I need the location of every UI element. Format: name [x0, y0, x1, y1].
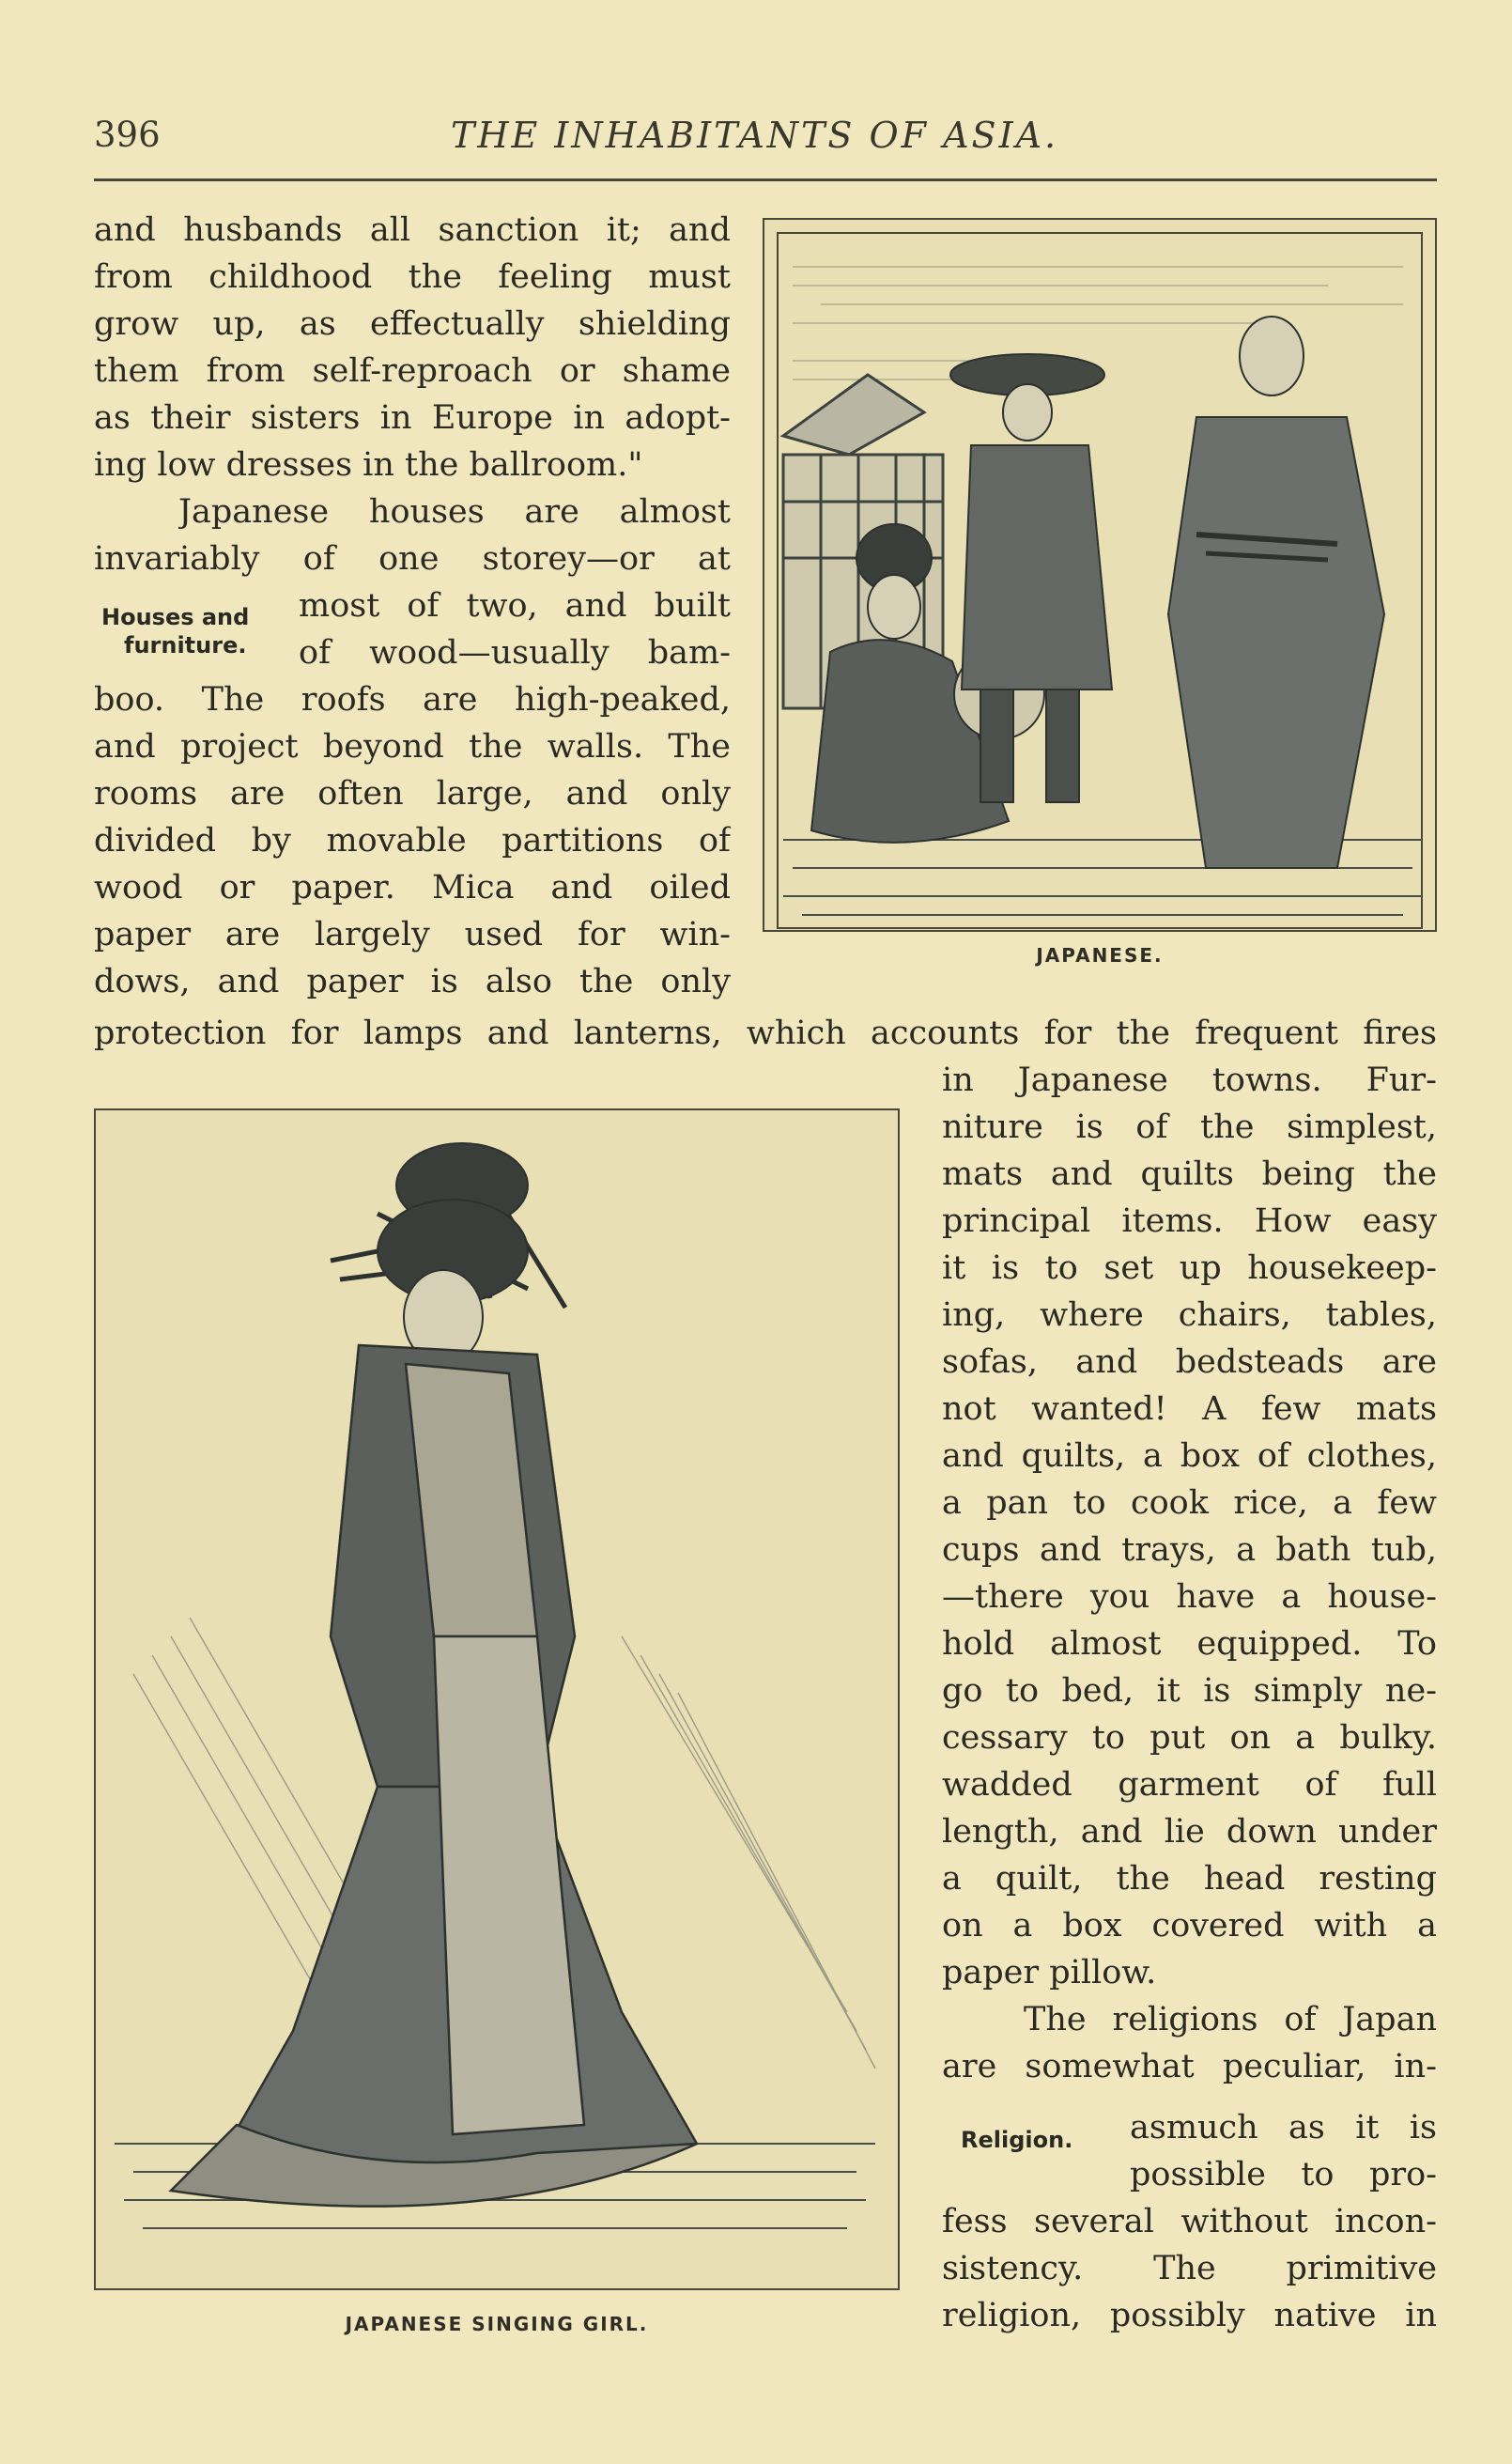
text-line: divided by movable partitions of: [94, 822, 731, 860]
text-line: asmuch as it is: [1130, 2109, 1437, 2146]
caption-singing-girl: JAPANESE SINGING GIRL.: [345, 2313, 649, 2335]
running-head: THE INHABITANTS OF ASIA.: [451, 115, 1059, 156]
text-line: rooms are often large, and only: [94, 775, 731, 813]
caption-japanese: JAPANESE.: [1036, 944, 1164, 967]
text-line: cups and trays, a bath tub,: [942, 1531, 1437, 1569]
text-line: of wood—usually bam-: [299, 634, 731, 672]
text-line: religion, possibly native in: [942, 2297, 1437, 2334]
illustration-japanese: [763, 218, 1437, 932]
text-line: length, and lie down under: [942, 1813, 1437, 1851]
text-line: boo. The roofs are high-peaked,: [94, 681, 731, 719]
text-line: dows, and paper is also the only: [94, 963, 731, 1000]
text-line: fess several without incon-: [942, 2203, 1437, 2240]
text-line: a quilt, the head resting: [942, 1860, 1437, 1898]
text-line: ing, where chairs, tables,: [942, 1296, 1437, 1334]
text-line: it is to set up housekeep-: [942, 1249, 1437, 1287]
text-line: wadded garment of full: [942, 1766, 1437, 1804]
text-line: are somewhat peculiar, in-: [942, 2048, 1437, 2085]
engraving-japanese: [764, 220, 1435, 930]
text-line: and husbands all sanction it; and: [94, 211, 731, 249]
text-line: grow up, as effectually shielding: [94, 305, 731, 343]
text-line: from childhood the feeling must: [94, 258, 731, 296]
text-line: in Japanese towns. Fur-: [942, 1062, 1437, 1099]
text-line: niture is of the simplest,: [942, 1108, 1437, 1146]
text-line: The religions of Japan: [1024, 2001, 1437, 2038]
text-line: protection for lamps and lanterns, which accounts for the frequent fires: [94, 1015, 1437, 1052]
text-line: Japanese houses are almost: [178, 493, 731, 531]
text-line: them from self-reproach or shame: [94, 352, 731, 390]
text-line: ing low dresses in the ballroom.": [94, 446, 643, 484]
sidenote-religion: Religion.: [961, 2127, 1073, 2153]
text-line: possible to pro-: [1130, 2156, 1437, 2193]
text-line: and quilts, a box of clothes,: [942, 1437, 1437, 1475]
text-line: mats and quilts being the: [942, 1155, 1437, 1193]
text-line: wood or paper. Mica and oiled: [94, 869, 731, 907]
text-line: on a box covered with a: [942, 1907, 1437, 1945]
text-line: most of two, and built: [299, 587, 731, 625]
page-number: 396: [94, 115, 161, 155]
text-line: go to bed, it is simply ne-: [942, 1672, 1437, 1710]
illustration-singing-girl: [94, 1108, 900, 2290]
text-line: a pan to cook rice, a few: [942, 1484, 1437, 1522]
text-line: as their sisters in Europe in adopt-: [94, 399, 731, 437]
text-line: sofas, and bedsteads are: [942, 1343, 1437, 1381]
text-line: hold almost equipped. To: [942, 1625, 1437, 1663]
text-line: cessary to put on a bulky.: [942, 1719, 1437, 1757]
text-line: principal items. How easy: [942, 1202, 1437, 1240]
engraving-singing-girl: [96, 1110, 898, 2288]
text-line: sistency. The primitive: [942, 2250, 1437, 2287]
text-line: and project beyond the walls. The: [94, 728, 731, 766]
text-line: not wanted! A few mats: [942, 1390, 1437, 1428]
text-line: invariably of one storey—or at: [94, 540, 731, 578]
text-line: —there you have a house-: [942, 1578, 1437, 1616]
text-line: paper are largely used for win-: [94, 916, 731, 953]
header-rule: [94, 178, 1437, 181]
sidenote-houses: Houses and furniture.: [101, 604, 250, 659]
text-line: paper pillow.: [942, 1954, 1157, 1991]
